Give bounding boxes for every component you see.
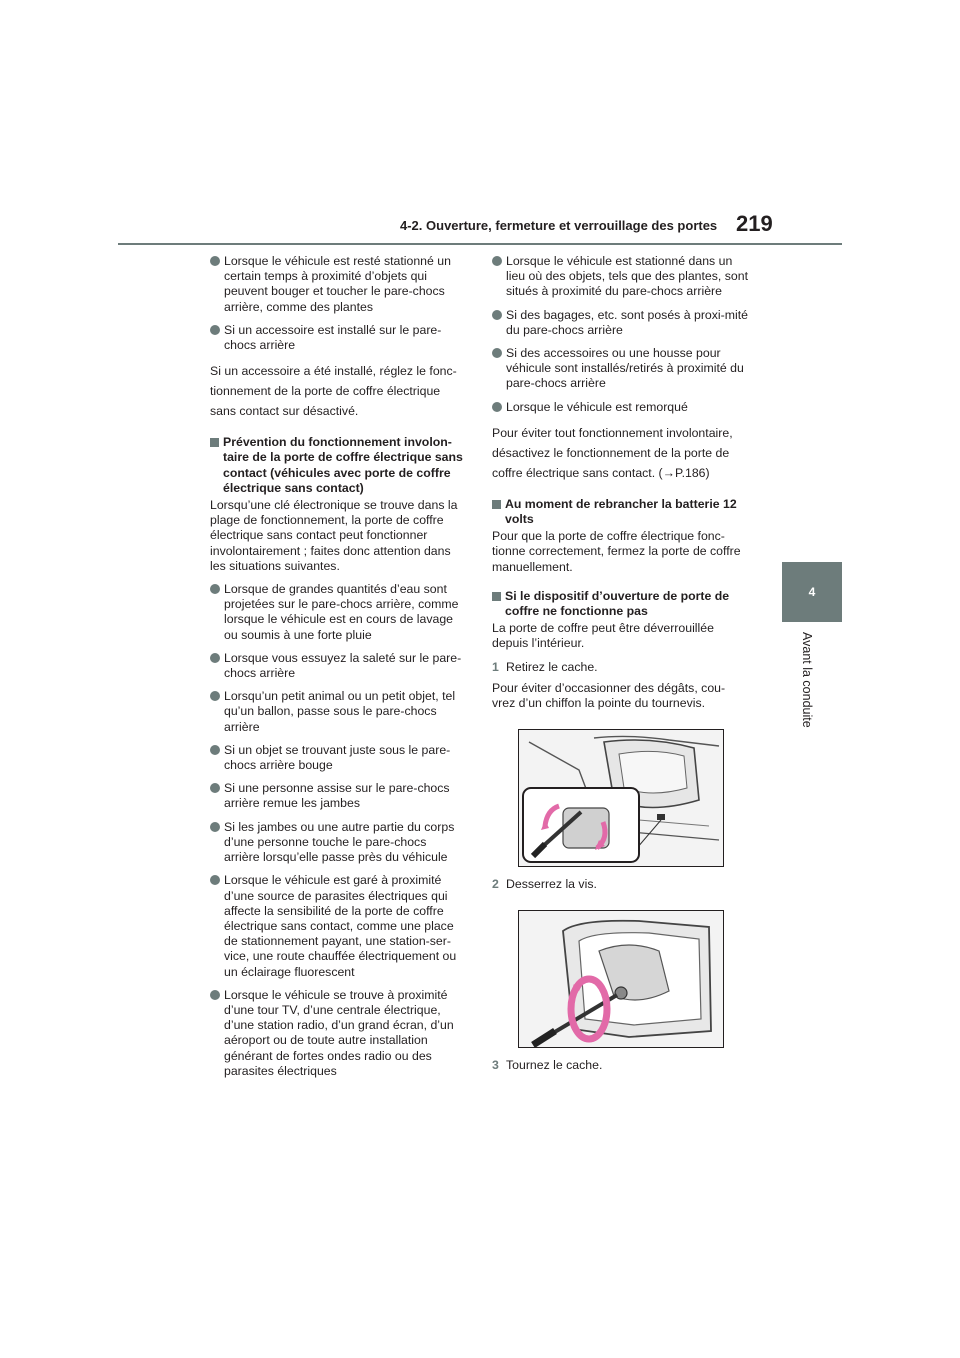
step-number: 3	[492, 1058, 499, 1073]
bullet-icon	[210, 325, 220, 335]
step-item: 2 Desserrez la vis.	[492, 877, 597, 892]
list-item: Si les jambes ou une autre partie du corps d’une personne touche le pare-chocs arrière lorsqu’elle passe près du véhicule	[210, 820, 464, 866]
list-item: Si des accessoires ou une housse pour véhicule sont installés/retirés à proximité du pare-chocs arrière	[492, 346, 748, 392]
bullet-icon	[492, 310, 502, 320]
header-rule	[118, 243, 842, 245]
chapter-tab	[782, 562, 842, 622]
section-heading: Au moment de rebrancher la batterie 12 volts	[492, 497, 748, 527]
list-item: Lorsqu’un petit animal ou un petit objet, tel qu’un ballon, passe sous le pare-chocs arrière	[210, 689, 464, 735]
square-bullet-icon	[492, 500, 501, 509]
chapter-tab-number: 4	[808, 585, 816, 599]
tailgate-cover-illustration	[519, 730, 723, 866]
step-number: 1	[492, 659, 499, 674]
bullet-icon	[492, 256, 502, 266]
paragraph: Lorsqu’une clé électronique se trouve dans la plage de fonctionnement, la porte de coffre électrique sans contact peut fonctionner involontairement ; faites donc attention dans les situations suivantes.	[210, 498, 458, 573]
section-heading: Si le dispositif d’ouverture de porte de coffre ne fonctionne pas	[492, 589, 748, 619]
list-item: Si un objet se trouvant juste sous le pare-chocs arrière bouge	[210, 743, 464, 773]
paragraph: La porte de coffre peut être déverrouillée depuis l’intérieur.	[492, 621, 714, 651]
illustration-remove-cover	[518, 729, 724, 867]
paragraph: Pour éviter tout fonctionnement involontaire, désactivez le fonctionnement de la porte de coffre électrique sans contact. (→P.186)	[492, 425, 733, 480]
list-item: Lorsque vous essuyez la saleté sur le pare-chocs arrière	[210, 651, 464, 681]
step-item: 3 Tournez le cache.	[492, 1058, 603, 1073]
list-item: Si une personne assise sur le pare-chocs arrière remue les jambes	[210, 781, 464, 811]
bullet-icon	[210, 691, 220, 701]
step-item: 1 Retirez le cache.	[492, 659, 598, 674]
list-item: Lorsque le véhicule est remorqué	[492, 400, 748, 415]
right-column	[492, 254, 748, 1080]
bullet-icon	[210, 990, 220, 1000]
square-bullet-icon	[210, 438, 219, 447]
paragraph: Pour éviter d’occasionner des dégâts, cou-vrez d’un chiffon la pointe du tournevis.	[492, 680, 726, 711]
list-item: Lorsque le véhicule est resté stationné un certain temps à proximité d’objets qui peuvent bouger et toucher le pare-chocs arrière, comme des plantes	[210, 254, 464, 315]
list-item: Lorsque le véhicule est garé à proximité d’une source de parasites électriques qui affecte la sensibilité de la porte de coffre électrique sans contact, comme une place de stationnement payant, une station-ser-vice, une route chauffée électriquement ou un éclairage fluorescent	[210, 873, 464, 979]
square-bullet-icon	[492, 592, 501, 601]
bullet-icon	[210, 783, 220, 793]
chapter-tab-label: Avant la conduite	[800, 632, 814, 728]
chapter-header-title: 4-2. Ouverture, fermeture et verrouillage des portes	[400, 218, 718, 233]
bullet-icon	[210, 584, 220, 594]
bullet-icon	[210, 822, 220, 832]
illustration-loosen-screw	[518, 910, 724, 1048]
bullet-icon	[210, 256, 220, 266]
bullet-icon	[492, 348, 502, 358]
paragraph: Pour que la porte de coffre électrique fonc-tionne correctement, fermez la porte de coffre manuellement.	[492, 529, 741, 574]
page-number: 219	[736, 211, 773, 236]
list-item: Lorsque le véhicule se trouve à proximité d’une tour TV, d’une centrale électrique, d’une station radio, d’un grand écran, d’un aéroport ou de toute autre installation générant de fortes ondes radio ou des parasites électriques	[210, 988, 464, 1079]
screw-illustration	[519, 911, 723, 1047]
bullet-icon	[210, 875, 220, 885]
left-column	[210, 254, 464, 1087]
paragraph: Si un accessoire a été installé, réglez le fonc-tionnement de la porte de coffre électrique sans contact sur désactivé.	[210, 364, 457, 419]
section-heading: Prévention du fonctionnement involon-taire de la porte de coffre électrique sans contact (véhicules avec porte de coffre électrique sans contact)	[210, 435, 464, 496]
bullet-icon	[492, 402, 502, 412]
list-item: Si un accessoire est installé sur le pare-chocs arrière	[210, 323, 464, 353]
list-item: Lorsque de grandes quantités d’eau sont projetées sur le pare-chocs arrière, comme lorsque le véhicule est en cours de lavage ou soumis à une forte pluie	[210, 582, 464, 643]
step-number: 2	[492, 877, 499, 892]
bullet-icon	[210, 745, 220, 755]
list-item: Si des bagages, etc. sont posés à proxi-mité du pare-chocs arrière	[492, 308, 748, 338]
bullet-icon	[210, 653, 220, 663]
list-item: Lorsque le véhicule est stationné dans un lieu où des objets, tels que des plantes, sont situés à proximité du pare-chocs arrière	[492, 254, 748, 300]
